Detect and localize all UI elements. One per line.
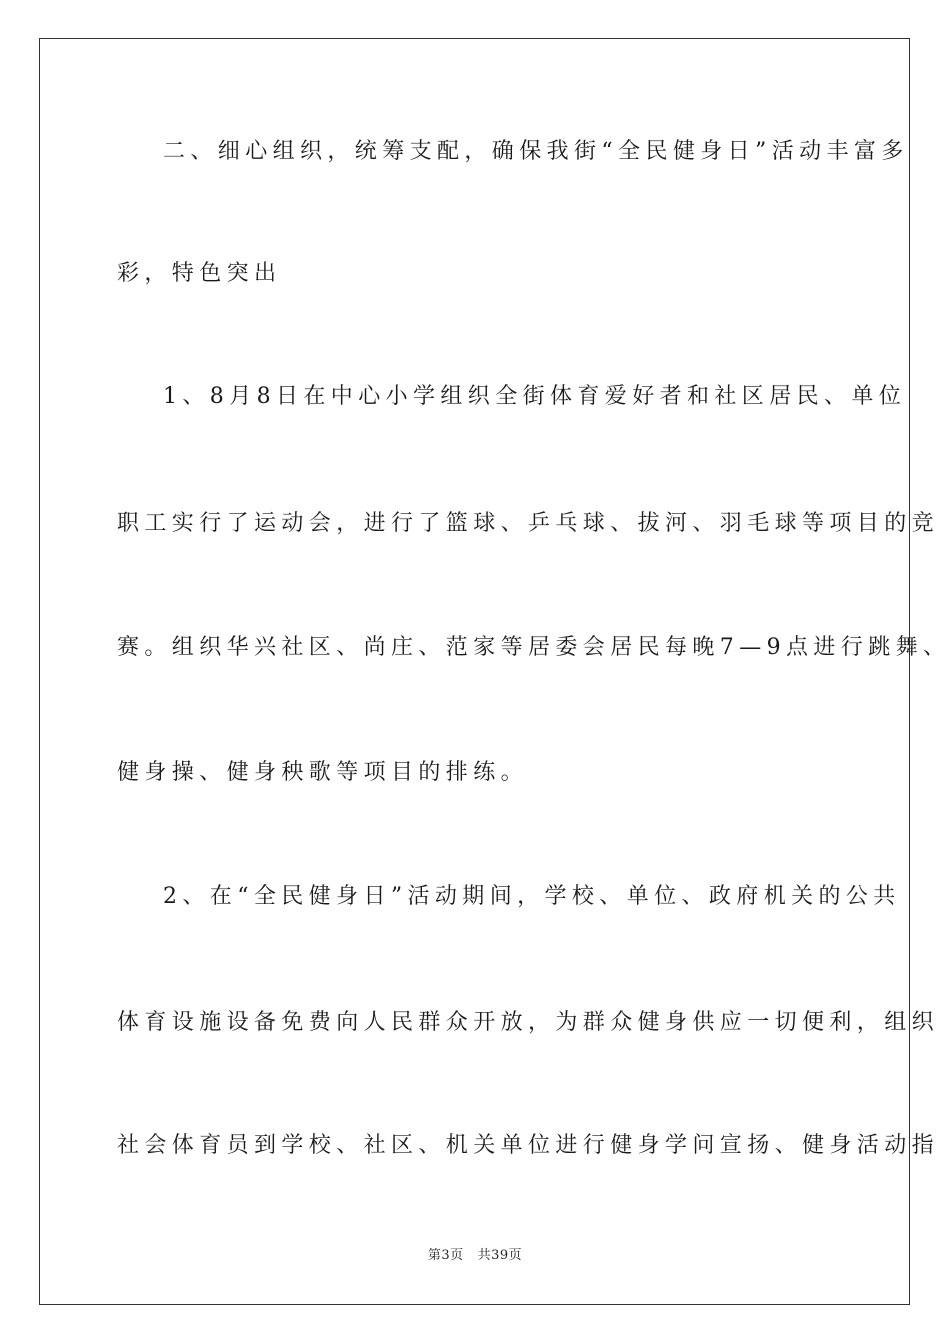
paragraph-1-line-3: 赛。组织华兴社区、尚庄、范家等居委会居民每晚7—9点进行跳舞、 bbox=[117, 635, 950, 660]
paragraph-2-line-2: 体育设施设备免费向人民群众开放，为群众健身供应一切便利，组织 bbox=[117, 1010, 940, 1035]
page-total: 共39页 bbox=[477, 1248, 523, 1263]
page-border bbox=[39, 38, 910, 1305]
paragraph-2-line-1: 2、在“全民健身日”活动期间，学校、单位、政府机关的公共 bbox=[163, 884, 901, 909]
paragraph-1-line-1: 1、8月8日在中心小学组织全街体育爱好者和社区居民、单位 bbox=[163, 384, 907, 409]
paragraph-2-line-3: 社会体育员到学校、社区、机关单位进行健身学问宣扬、健身活动指 bbox=[117, 1133, 940, 1158]
paragraph-1-line-2: 职工实行了运动会，进行了篮球、乒乓球、拔河、羽毛球等项目的竞 bbox=[117, 511, 940, 536]
section-heading-line-2: 彩，特色突出 bbox=[117, 261, 282, 286]
section-heading-line-1: 二、细心组织，统筹支配，确保我街“全民健身日”活动丰富多 bbox=[163, 139, 909, 164]
paragraph-1-line-4: 健身操、健身秧歌等项目的排练。 bbox=[117, 760, 529, 785]
page-footer bbox=[0, 1244, 950, 1263]
page-number: 第3页 bbox=[427, 1248, 464, 1263]
